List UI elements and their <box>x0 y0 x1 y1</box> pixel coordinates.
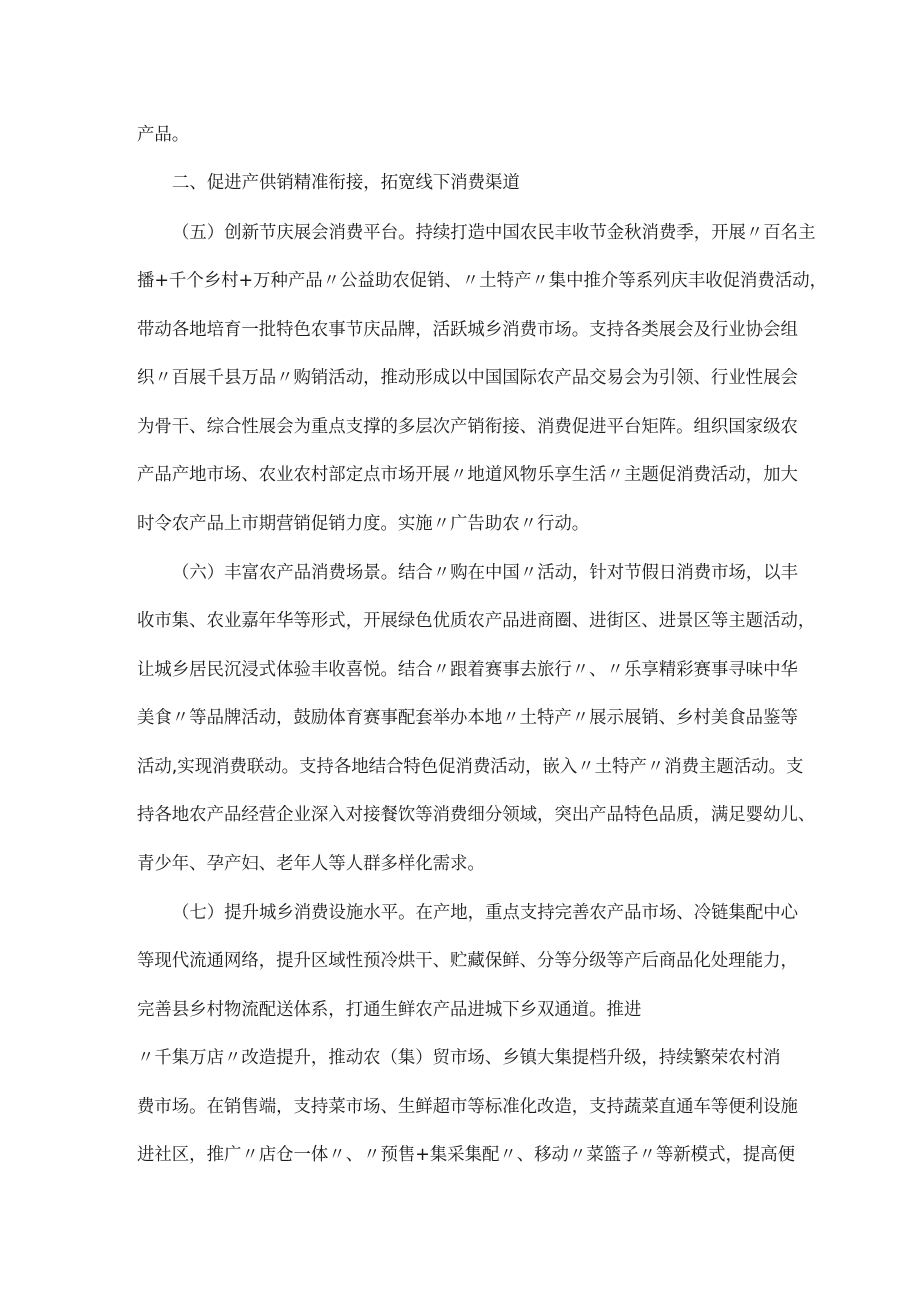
text-line: 收市集、农业嘉年华等形式，开展绿色优质农产品进商圈、进街区、进景区等主题活动， <box>137 611 816 631</box>
text-line: 持各地农产品经营企业深入对接餐饮等消费细分领域，突出产品特色品质，满足婴幼儿、 <box>137 805 816 825</box>
text-line: 等现代流通网络，提升区域性预冷烘干、贮藏保鲜、分等分级等产后商品化处理能力， <box>137 951 798 971</box>
text-line: 进社区，推广〃店仓一体〃、〃预售+集采集配〃、移动〃菜篮子〃等新模式，提高便 <box>137 1145 796 1165</box>
text-line: （五）创新节庆展会消费平台。持续打造中国农民丰收节金秋消费季，开展〃百名主 <box>172 223 816 243</box>
text-line: 让城乡居民沉浸式体验丰收喜悦。结合〃跟着赛事去旅行〃、〃乐享精彩赛事寻味中华 <box>137 660 798 680</box>
text-line: 为骨干、综合性展会为重点支撑的多层次产销衔接、消费促进平台矩阵。组织国家级农 <box>137 417 798 437</box>
text-line: （七）提升城乡消费设施水平。在产地，重点支持完善农产品市场、冷链集配中心 <box>172 903 799 923</box>
text-line: 美食〃等品牌活动，鼓励体育赛事配套举办本地〃土特产〃展示展销、乡村美食品鉴等 <box>137 708 798 728</box>
text-line: 产品产地市场、农业农村部定点市场开展〃地道风物乐享生活〃主题促消费活动，加大 <box>137 465 798 485</box>
text-line: 时令农产品上市期营销促销力度。实施〃广告助农〃行动。 <box>137 514 590 534</box>
text-line: 带动各地培育一批特色农事节庆品牌，活跃城乡消费市场。支持各类展会及行业协会组 <box>137 320 798 340</box>
text-line: 产品。 <box>137 125 190 145</box>
text-line: （六）丰富农产品消费场景。结合〃购在中国〃活动，针对节假日消费市场，以丰 <box>172 563 799 583</box>
text-line: 费市场。在销售端，支持菜市场、生鲜超市等标准化改造，支持蔬菜直通车等便利设施 <box>137 1097 798 1117</box>
text-line: 播+千个乡村+万种产品〃公益助农促销、〃土特产〃集中推介等系列庆丰收促消费活动， <box>137 271 827 291</box>
text-line: 完善县乡村物流配送体系，打通生鲜农产品进城下乡双通道。推进 <box>137 1000 642 1020</box>
section-heading: 二、促进产供销精准衔接，拓宽线下消费渠道 <box>172 173 520 193</box>
text-line: 青少年、孕产妇、老年人等人群多样化需求。 <box>137 854 485 874</box>
text-line: 织〃百展千县万品〃购销活动，推动形成以中国国际农产品交易会为引领、行业性展会 <box>137 368 798 388</box>
text-line: 〃千集万店〃改造提升，推动农（集）贸市场、乡镇大集提档升级，持续繁荣农村消 <box>137 1048 781 1068</box>
text-line: 活动,实现消费联动。支持各地结合特色促消费活动，嵌入〃土特产〃消费主题活动。支 <box>137 757 804 777</box>
